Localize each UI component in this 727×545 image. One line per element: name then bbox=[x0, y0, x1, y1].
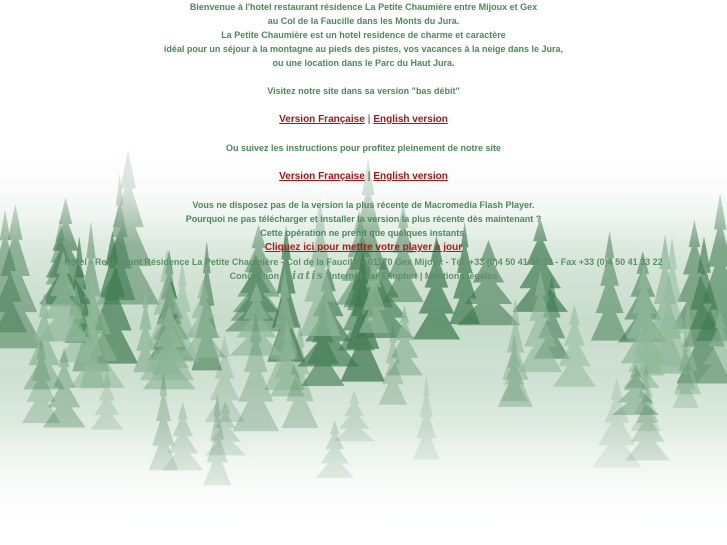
update-player-link[interactable]: Cliquez ici pour mettre votre player à jour bbox=[264, 242, 463, 253]
viatis-logo[interactable]: viatis bbox=[284, 269, 324, 282]
version-francaise-link-2[interactable]: Version Française bbox=[279, 171, 365, 182]
link-separator-2: | bbox=[367, 171, 371, 182]
flash-line-3: Cette opération ne prend que quelques instants. bbox=[260, 228, 467, 238]
english-version-link[interactable]: English version bbox=[373, 114, 448, 125]
intro-line-4: idéal pour un séjour à la montagne au pieds des pistes, vos vacances à la neige dans le Jura, bbox=[163, 44, 564, 54]
instructions-text: Ou suivez les instructions pour profitez pleinement de notre site bbox=[225, 143, 502, 153]
legal-link[interactable]: Mentions légales bbox=[424, 271, 498, 281]
flash-line-1: Vous ne disposez pas de la version la plus récente de Macromedia Flash Player. bbox=[192, 200, 535, 210]
version-francaise-link[interactable]: Version Française bbox=[279, 114, 365, 125]
flash-line-2: Pourquoi ne pas télécharger et installer la version la plus récente dès maintenant ? bbox=[185, 214, 542, 224]
language-links-1 bbox=[0, 112, 727, 127]
english-version-link-2[interactable]: English version bbox=[373, 171, 448, 182]
internet-credit[interactable]: Internet par Ellophot bbox=[329, 271, 418, 281]
intro-line-3: La Petite Chaumière est un hotel residence de charme et caractère bbox=[221, 30, 506, 40]
conception-label: Conception bbox=[229, 271, 280, 281]
footer-address: Hôtel - Restaurant Résidence La Petite Chaumière - Col de la Faucille - 01170 Gex Mijoux - Tél. +33 (0)4 50 41 30 22 - Fax +33 (0)4 50 41 33 22 bbox=[64, 257, 663, 267]
intro-line-2: au Col de la Faucille dans les Monts du Jura. bbox=[267, 16, 460, 26]
low-bandwidth-text: Visitez notre site dans sa version "bas débit" bbox=[267, 86, 460, 96]
language-links-2 bbox=[0, 169, 727, 184]
intro-line-5: ou une location dans le Parc du Haut Jura. bbox=[272, 58, 455, 68]
footer-credits bbox=[0, 269, 727, 283]
link-separator: | bbox=[367, 114, 371, 125]
intro-line-1: Bienvenue à l'hotel restaurant résidence La Petite Chaumière entre Mijoux et Gex bbox=[189, 2, 538, 12]
footer-separator: | bbox=[419, 271, 423, 281]
